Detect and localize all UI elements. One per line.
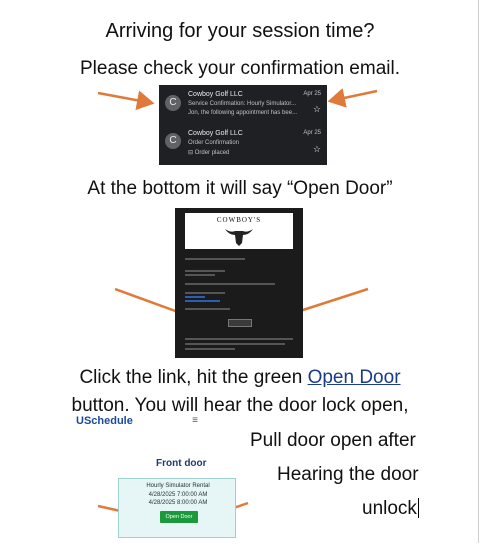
email-subject: Service Confirmation: Hourly Simulator... (188, 101, 297, 107)
text-line (185, 343, 285, 345)
service-name: Hourly Simulator Rental (146, 483, 210, 489)
open-door-link-text[interactable]: Open Door (307, 367, 401, 388)
logo-text: COWBOY'S (216, 216, 262, 224)
text-line (185, 292, 225, 294)
instruction-open-door: At the bottom it will say “Open Door” (87, 178, 393, 199)
cowboys-logo (185, 213, 293, 249)
email-date: Apr 25 (303, 91, 321, 97)
instruction-hearing: Hearing the door (277, 464, 419, 485)
instruction-click-link (0, 367, 480, 389)
email-sender: Cowboy Golf LLC (188, 91, 243, 98)
text-line (185, 338, 293, 340)
email-body-screenshot (175, 208, 303, 358)
start-time: 4/28/2025 7:00:00 AM (148, 492, 208, 498)
text-cursor (418, 498, 419, 518)
instruction-check-email: Please check your confirmation email. (80, 58, 400, 79)
instruction-lock: button. You will hear the door lock open, (71, 395, 409, 416)
tag-icon: ⊟ (188, 150, 195, 156)
uschedule-header (76, 413, 206, 433)
menu-icon[interactable]: ≡ (192, 415, 198, 426)
page-heading: Arriving for your session time? (105, 20, 375, 42)
email-inbox-screenshot (159, 85, 327, 165)
instruction-pull-door: Pull door open after (250, 430, 416, 451)
text-line (185, 258, 245, 260)
email-sender: Cowboy Golf LLC (188, 130, 243, 137)
longhorn-skull-icon (223, 223, 255, 247)
email-preview-text: Order placed (194, 150, 230, 156)
front-door-heading: Front door (156, 458, 207, 469)
end-time: 4/28/2025 8:00:00 AM (148, 500, 208, 506)
text-line (185, 283, 275, 285)
email-date: Apr 25 (303, 130, 321, 136)
email-item[interactable] (159, 127, 327, 165)
email-item[interactable] (159, 87, 327, 125)
star-icon[interactable]: ☆ (312, 104, 321, 114)
instruction-unlock (362, 498, 419, 520)
open-door-link[interactable] (228, 319, 252, 327)
text-line (185, 348, 235, 350)
text-line (185, 274, 215, 276)
avatar: C (165, 95, 181, 111)
email-subject: Order Confirmation (188, 140, 240, 146)
link-line[interactable] (185, 300, 220, 302)
booking-card (118, 478, 236, 538)
email-preview: Jon, the following appointment has bee... (188, 110, 298, 116)
link-line[interactable] (185, 296, 205, 298)
avatar: C (165, 133, 181, 149)
open-door-button[interactable]: Open Door (160, 511, 198, 523)
unlock-text: unlock (362, 498, 417, 519)
uschedule-title: USchedule (76, 415, 133, 427)
email-preview (188, 149, 229, 156)
text-line (185, 270, 225, 272)
instruction-text: Click the link, hit the green (79, 367, 308, 388)
star-icon[interactable]: ☆ (312, 144, 321, 154)
text-line (185, 308, 230, 310)
